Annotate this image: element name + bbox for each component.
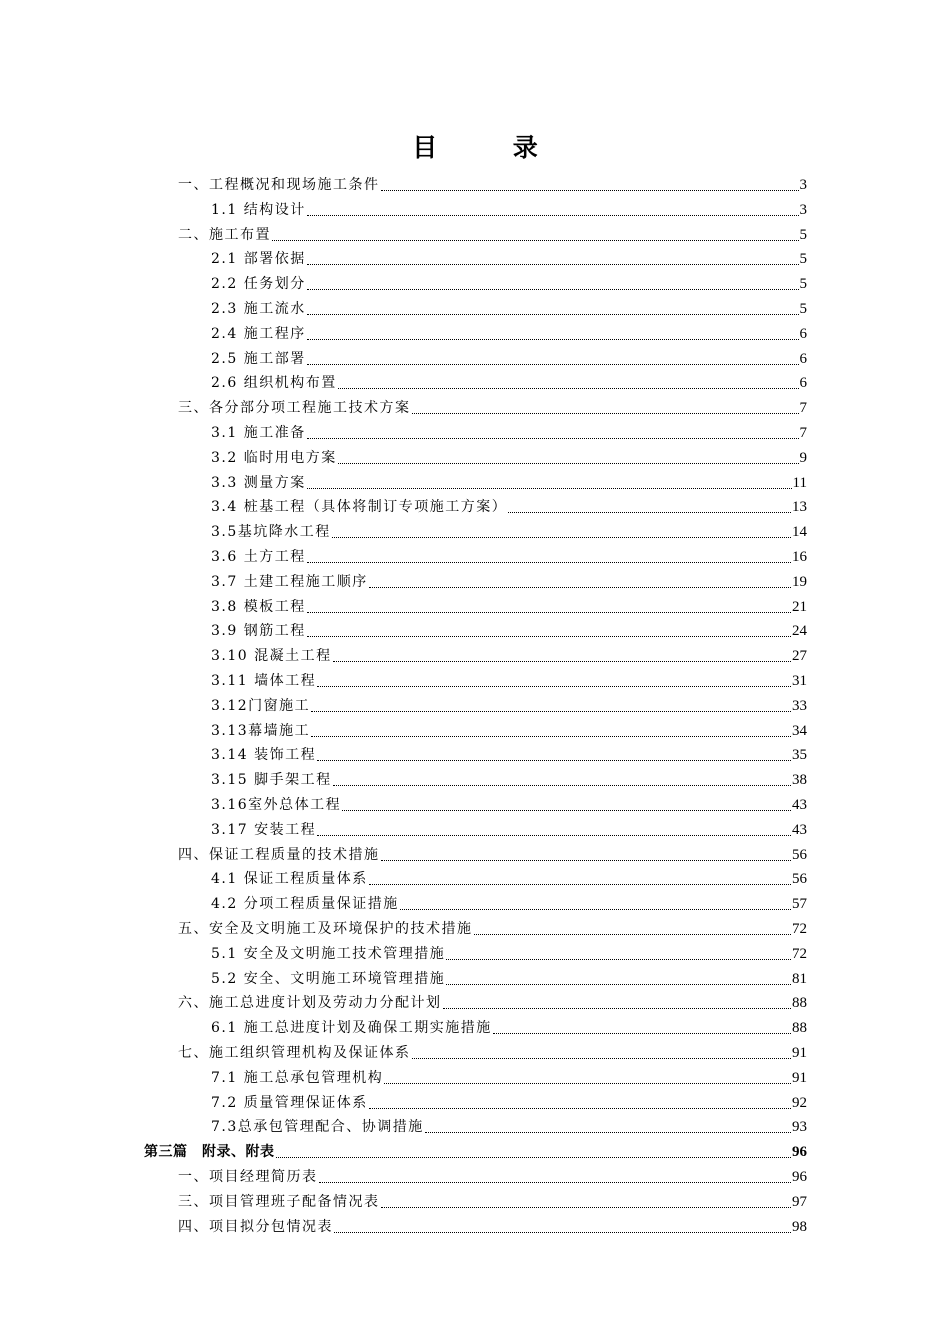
- toc-entry-label: 4.1 保证工程质量体系: [211, 871, 368, 888]
- toc-leader-dots: [307, 437, 799, 439]
- toc-page-number: 72: [792, 921, 807, 937]
- toc-entry[interactable]: [211, 939, 807, 963]
- toc-entry[interactable]: [211, 889, 807, 913]
- toc-entry[interactable]: [211, 319, 807, 343]
- toc-leader-dots: [446, 983, 791, 985]
- toc-leader-dots: [334, 1231, 791, 1233]
- toc-page-number: 7: [799, 400, 807, 417]
- toc-page-number: 72: [792, 945, 807, 962]
- toc-leader-dots: [307, 288, 799, 290]
- toc-entry-label: 3.15 脚手架工程: [211, 772, 332, 789]
- toc-leader-dots: [381, 1206, 792, 1208]
- toc-entry[interactable]: [178, 840, 807, 864]
- toc-page-number: 3: [799, 177, 807, 193]
- toc-entry-label: 2.4 施工程序: [211, 325, 306, 342]
- toc-leader-dots: [307, 214, 799, 216]
- toc-entry[interactable]: [211, 666, 807, 690]
- toc-page-number: 34: [792, 722, 807, 739]
- toc-leader-dots: [307, 338, 799, 340]
- toc-entry[interactable]: [211, 567, 807, 591]
- toc-entry[interactable]: [144, 1137, 807, 1161]
- toc-page-number: 97: [792, 1193, 807, 1210]
- toc-leader-dots: [338, 387, 799, 389]
- toc-entry-label: 2.5 施工部署: [211, 350, 306, 367]
- toc-leader-dots: [317, 685, 791, 687]
- toc-page-number: 88: [792, 995, 807, 1012]
- toc-entry-label: 7.3总承包管理配合、协调措施: [211, 1119, 424, 1136]
- toc-leader-dots: [307, 635, 791, 637]
- toc-entry-label: 3.17 安装工程: [211, 821, 317, 838]
- toc-entry[interactable]: [178, 914, 807, 938]
- toc-page-number: 81: [792, 970, 807, 987]
- toc-entry[interactable]: [211, 790, 807, 814]
- toc-entry-label: 三、项目管理班子配备情况表: [178, 1193, 380, 1210]
- toc-entry-label: 一、项目经理简历表: [178, 1169, 318, 1185]
- toc-entry-label: 三、各分部分项工程施工技术方案: [178, 400, 411, 417]
- toc-leader-dots: [307, 487, 792, 489]
- toc-entry[interactable]: [211, 1013, 807, 1037]
- toc-entry-label: 1.1 结构设计: [211, 201, 306, 218]
- toc-entry-label: 3.2 临时用电方案: [211, 449, 337, 466]
- toc-entry-label: 2.6 组织机构布置: [211, 375, 337, 392]
- toc-leader-dots: [443, 1007, 792, 1009]
- toc-entry-label: 3.7 土建工程施工顺序: [211, 573, 368, 590]
- toc-entry[interactable]: [211, 1112, 807, 1136]
- toc-entry-label: 2.1 部署依据: [211, 251, 306, 268]
- toc-page-number: 5: [799, 251, 807, 268]
- toc-leader-dots: [508, 511, 791, 513]
- toc-leader-dots: [307, 263, 799, 265]
- toc-leader-dots: [332, 536, 791, 538]
- toc-page-number: 43: [792, 821, 807, 838]
- toc-entry[interactable]: [178, 1212, 807, 1236]
- toc-entry-label: 七、施工组织管理机构及保证体系: [178, 1045, 411, 1061]
- toc-leader-dots: [446, 958, 791, 960]
- toc-entry-label: 五、安全及文明施工及环境保护的技术措施: [178, 921, 473, 937]
- toc-leader-dots: [276, 1156, 792, 1158]
- toc-leader-dots: [272, 239, 799, 241]
- toc-entry-label: 3.6 土方工程: [211, 549, 306, 565]
- toc-leader-dots: [307, 313, 799, 315]
- toc-entry-label: 3.4 桩基工程（具体将制订专项施工方案）: [211, 499, 508, 516]
- toc-page-number: 9: [799, 449, 807, 466]
- toc-entry-label: 7.1 施工总承包管理机构: [211, 1069, 384, 1086]
- toc-entry-label: 3.9 钢筋工程: [211, 623, 306, 640]
- toc-page-number: 27: [792, 648, 807, 665]
- title-char-2: 录: [512, 133, 538, 162]
- toc-entry[interactable]: [178, 988, 807, 1012]
- toc-entry[interactable]: [211, 1063, 807, 1087]
- toc-entry-label: 7.2 质量管理保证体系: [211, 1094, 368, 1111]
- toc-entry-label: 5.1 安全及文明施工技术管理措施: [211, 945, 446, 962]
- toc-entry[interactable]: [211, 517, 807, 541]
- toc-page-number: 43: [792, 797, 807, 813]
- toc-entry[interactable]: [211, 815, 807, 839]
- toc-page-number: 31: [792, 673, 807, 689]
- toc-entry-label: 3.12门窗施工: [211, 697, 311, 714]
- toc-entry-label: 3.3 测量方案: [211, 474, 306, 491]
- toc-entry[interactable]: [178, 220, 807, 244]
- toc-leader-dots: [412, 412, 799, 414]
- toc-leader-dots: [493, 1032, 791, 1034]
- toc-entry-label: 3.16室外总体工程: [211, 797, 342, 813]
- toc-entry-label: 六、施工总进度计划及劳动力分配计划: [178, 995, 442, 1012]
- toc-entry[interactable]: [211, 964, 807, 988]
- toc-page-number: 56: [792, 846, 807, 863]
- toc-entry[interactable]: [178, 393, 807, 417]
- toc-leader-dots: [384, 1082, 791, 1084]
- toc-leader-dots: [319, 1181, 792, 1183]
- toc-leader-dots: [381, 859, 792, 861]
- toc-entry[interactable]: [211, 244, 807, 268]
- toc-leader-dots: [311, 735, 791, 737]
- toc-entry-label: 一、工程概况和现场施工条件: [178, 177, 380, 193]
- toc-page-number: 98: [792, 1218, 807, 1235]
- toc-leader-dots: [381, 189, 799, 191]
- toc-page-number: 96: [792, 1169, 807, 1185]
- title-char-1: 目: [412, 133, 438, 162]
- toc-entry-label: 3.8 模板工程: [211, 598, 306, 615]
- toc-leader-dots: [333, 660, 791, 662]
- toc-entry-label: 二、施工布置: [178, 226, 271, 243]
- toc-entry[interactable]: [211, 691, 807, 715]
- toc-entry-label: 3.13幕墙施工: [211, 722, 311, 739]
- toc-leader-dots: [338, 462, 799, 464]
- toc-page-number: 6: [799, 325, 807, 342]
- toc-page-number: 5: [799, 226, 807, 243]
- toc-entry-label: 3.10 混凝土工程: [211, 648, 332, 665]
- toc-entry[interactable]: [178, 1038, 807, 1062]
- toc-page-number: 91: [792, 1069, 807, 1086]
- toc-page-number: 14: [792, 524, 807, 541]
- toc-entry[interactable]: [211, 269, 807, 293]
- toc-entry[interactable]: [211, 294, 807, 318]
- toc-page-number: 33: [792, 697, 807, 714]
- toc-entry-label: 2.3 施工流水: [211, 301, 306, 317]
- toc-page-number: 56: [792, 871, 807, 888]
- toc-page-number: 91: [792, 1045, 807, 1061]
- toc-leader-dots: [317, 834, 791, 836]
- toc-entry[interactable]: [211, 740, 807, 764]
- toc-page-number: 7: [799, 425, 807, 441]
- toc-page-number: 6: [799, 375, 807, 392]
- toc-entry[interactable]: [211, 368, 807, 392]
- toc-page-number: 3: [799, 201, 807, 218]
- toc-entry[interactable]: [211, 542, 807, 566]
- toc-page-number: 16: [792, 549, 807, 565]
- toc-page-number: 96: [792, 1144, 807, 1161]
- toc-leader-dots: [317, 759, 791, 761]
- toc-leader-dots: [474, 933, 792, 935]
- toc-entry-label: 四、保证工程质量的技术措施: [178, 846, 380, 863]
- toc-page-number: 19: [792, 573, 807, 590]
- toc-entry-label: 3.11 墙体工程: [211, 673, 317, 689]
- toc-leader-dots: [333, 784, 791, 786]
- toc-leader-dots: [311, 710, 791, 712]
- toc-entry-label: 4.2 分项工程质量保证措施: [211, 896, 399, 913]
- toc-page-number: 11: [792, 474, 807, 491]
- page-title: [0, 128, 950, 164]
- toc-leader-dots: [412, 1057, 792, 1059]
- toc-leader-dots: [425, 1131, 791, 1133]
- toc-entry[interactable]: [211, 1088, 807, 1112]
- toc-page-number: 5: [799, 276, 807, 293]
- toc-page-number: 13: [792, 499, 807, 516]
- toc-entry-label: 6.1 施工总进度计划及确保工期实施措施: [211, 1020, 492, 1037]
- toc-page-number: 6: [799, 350, 807, 367]
- toc-entry-label: 3.14 装饰工程: [211, 747, 317, 764]
- toc-page-number: 5: [799, 301, 807, 317]
- toc-entry[interactable]: [211, 195, 807, 219]
- toc-entry-label: 3.5基坑降水工程: [211, 524, 331, 541]
- toc-entry[interactable]: [211, 468, 807, 492]
- toc-page-number: 24: [792, 623, 807, 640]
- toc-leader-dots: [307, 363, 799, 365]
- toc-entry-label: 2.2 任务划分: [211, 276, 306, 293]
- toc-entry[interactable]: [211, 716, 807, 740]
- toc-entry-label: 四、项目拟分包情况表: [178, 1218, 333, 1235]
- toc-leader-dots: [400, 908, 791, 910]
- toc-leader-dots: [307, 561, 791, 563]
- toc-entry[interactable]: [211, 864, 807, 888]
- toc-leader-dots: [369, 1107, 791, 1109]
- toc-entry[interactable]: [211, 418, 807, 442]
- toc-page-number: 21: [792, 598, 807, 615]
- toc-page-number: 92: [792, 1094, 807, 1111]
- toc-entry-label: 3.1 施工准备: [211, 425, 306, 441]
- toc-entry[interactable]: [178, 1162, 807, 1186]
- toc-entry[interactable]: [211, 492, 807, 516]
- toc-page-number: 93: [792, 1119, 807, 1136]
- toc-entry[interactable]: [211, 765, 807, 789]
- toc-leader-dots: [369, 586, 791, 588]
- toc-entry[interactable]: [211, 443, 807, 467]
- toc-leader-dots: [369, 883, 791, 885]
- toc-entry[interactable]: [211, 592, 807, 616]
- toc-entry[interactable]: [178, 170, 807, 194]
- toc-entry[interactable]: [211, 641, 807, 665]
- toc-leader-dots: [342, 809, 791, 811]
- toc-leader-dots: [307, 611, 791, 613]
- toc-entry[interactable]: [178, 1187, 807, 1211]
- toc-entry[interactable]: [211, 616, 807, 640]
- toc-entry[interactable]: [211, 344, 807, 368]
- toc-page-number: 88: [792, 1020, 807, 1037]
- toc-page-number: 57: [792, 896, 807, 913]
- toc-page-number: 38: [792, 772, 807, 789]
- toc-page-number: 35: [792, 747, 807, 764]
- toc-entry-label: 5.2 安全、文明施工环境管理措施: [211, 970, 446, 987]
- toc-entry-label: 第三篇 附录、附表: [144, 1144, 275, 1161]
